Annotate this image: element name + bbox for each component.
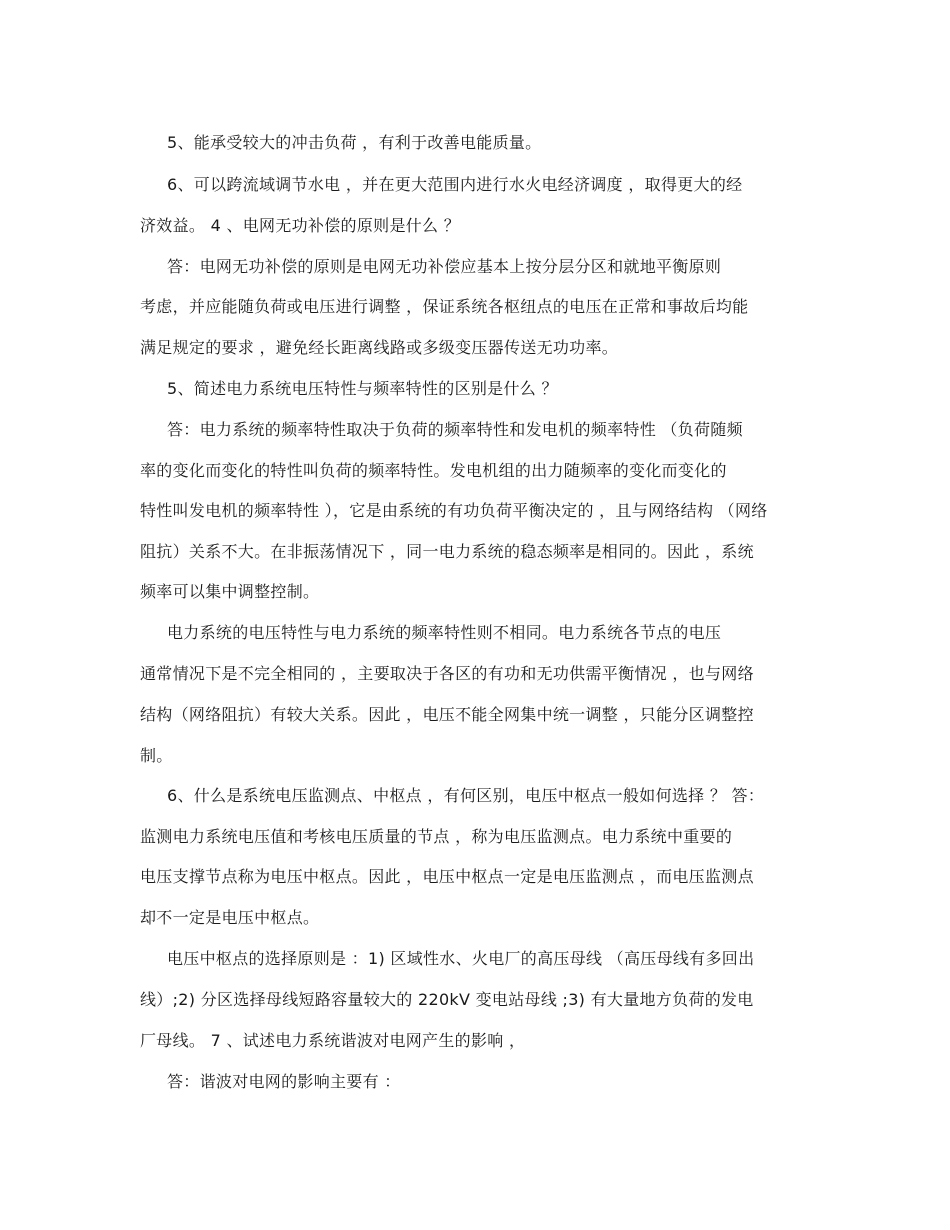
text-line: 答：电力系统的频率特性取决于负荷的频率特性和发电机的频率特性 （负荷随频 <box>167 420 743 439</box>
text-line: 监测电力系统电压值和考核电压质量的节点 ，称为电压监测点。电力系统中重要的 <box>140 827 733 846</box>
text-line: 电压中枢点的选择原则是 ：1) 区域性水、火电厂的高压母线 （高压母线有多回出 <box>167 949 755 968</box>
text-line: 率的变化而变化的特性叫负荷的频率特性。发电机组的出力随频率的变化而变化的 <box>140 461 727 480</box>
text-line: 制。 <box>140 746 173 765</box>
text-line: 答：电网无功补偿的原则是电网无功补偿应基本上按分层分区和就地平衡原则 <box>167 257 722 276</box>
text-line: 满足规定的要求 ，避免经长距离线路或多级变压器传送无功功率。 <box>140 338 619 357</box>
text-line: 答：谐波对电网的影响主要有 ： <box>167 1072 401 1091</box>
text-line: 5、能承受较大的冲击负荷 ，有利于改善电能质量。 <box>167 133 542 152</box>
text-line: 通常情况下是不完全相同的 ，主要取决于各区的有功和无功供需平衡情况 ，也与网络 <box>140 664 754 683</box>
text-line: 阻抗）关系不大。在非振荡情况下 ，同一电力系统的稳态频率是相同的。因此 ，系统 <box>140 542 754 561</box>
text-line: 6、可以跨流域调节水电 ，并在更大范围内进行水火电经济调度 ，取得更大的经 <box>167 175 743 194</box>
text-line: 6、什么是系统电压监测点、中枢点 ，有何区别，电压中枢点一般如何选择 ？ 答： <box>167 786 765 805</box>
text-line: 线）;2) 分区选择母线短路容量较大的 220kV 变电站母线 ;3) 有大量地方负荷的发电 <box>140 990 754 1009</box>
text-line: 却不一定是电压中枢点。 <box>140 908 320 927</box>
text-line: 考虑，并应能随负荷或电压进行调整 ，保证系统各枢纽点的电压在正常和事故后均能 <box>140 297 749 316</box>
text-line: 频率可以集中调整控制。 <box>140 582 320 601</box>
text-line: 特性叫发电机的频率特性 ），它是由系统的有功负荷平衡决定的 ，且与网络结构 （网络 <box>140 501 768 520</box>
text-line: 电力系统的电压特性与电力系统的频率特性则不相同。电力系统各节点的电压 <box>167 623 722 642</box>
text-line: 济效益。 4 、电网无功补偿的原则是什么 ？ <box>140 216 461 235</box>
text-line: 5、简述电力系统电压特性与频率特性的区别是什么 ？ <box>167 379 558 398</box>
text-line: 厂母线。 7 、试述电力系统谐波对电网产生的影响 ， <box>140 1031 526 1050</box>
text-line: 电压支撑节点称为电压中枢点。因此 ，电压中枢点一定是电压监测点 ，而电压监测点 <box>140 867 754 886</box>
text-line: 结构（网络阻抗）有较大关系。因此 ，电压不能全网集中统一调整 ，只能分区调整控 <box>140 705 754 724</box>
